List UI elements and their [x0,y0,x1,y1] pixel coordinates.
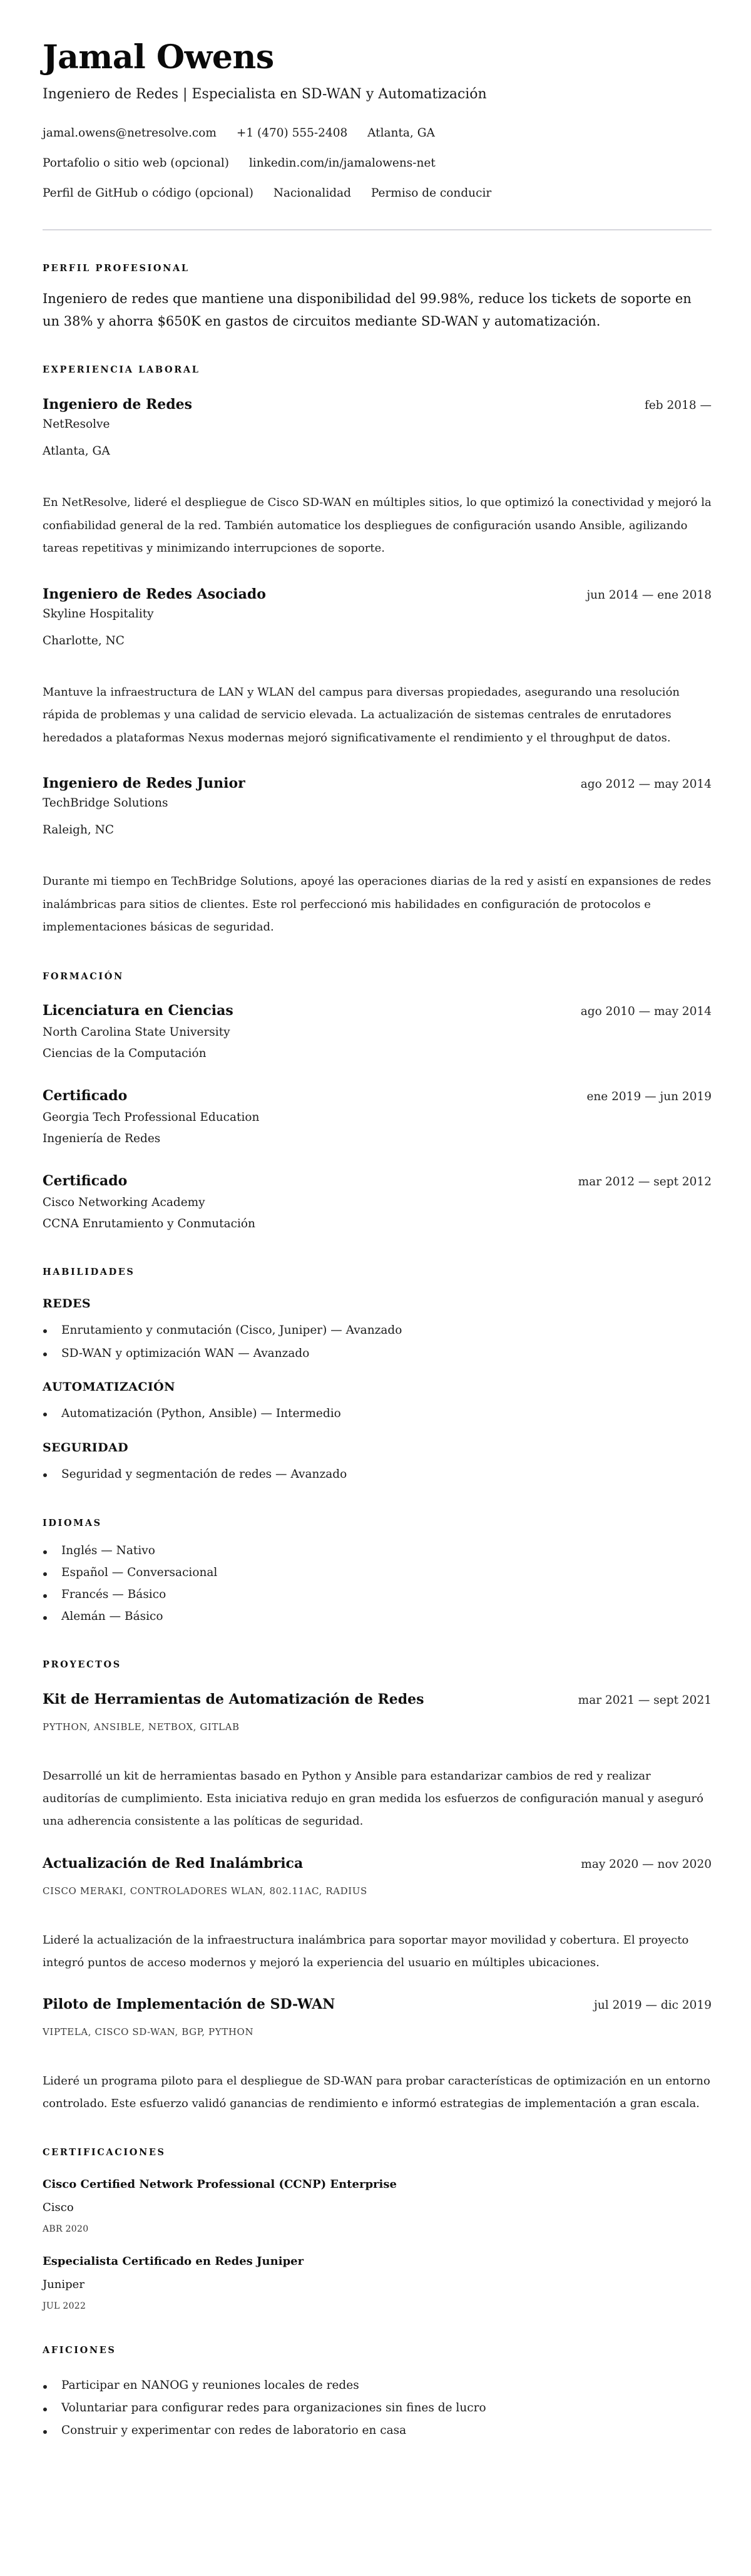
job-title: Ingeniero de Redes [43,396,193,413]
project-dates: mar 2021 — sept 2021 [578,1694,712,1707]
location-text: Atlanta, GA [367,126,435,140]
section-heading: CERTIFICACIONES [43,2147,166,2158]
projects-section [43,1659,712,2115]
project-title: Piloto de Implementación de SD-WAN [43,1996,335,2012]
language-item: Francés — Básico [43,1584,712,1605]
education-section [43,971,712,1235]
contact-row [43,178,712,209]
degree: Certificado [43,1172,128,1189]
job-dates: jun 2014 — ene 2018 [586,588,712,602]
job-entry [43,394,712,560]
education-entry [43,1171,712,1235]
experience-section [43,364,712,939]
job-dates: ago 2012 — may 2014 [580,778,712,791]
job-company: TechBridge Solutions [43,796,168,810]
project-entry [43,1994,712,2115]
job-location: Raleigh, NC [43,823,115,837]
certification-issuer: Juniper [43,2278,84,2291]
skill-category: SEGURIDAD [43,1440,128,1455]
contact-row [43,148,712,178]
skill-item: SD-WAN y optimización WAN — Avanzado [43,1342,712,1365]
institution: North Carolina State University [43,1025,230,1039]
education-dates: mar 2012 — sept 2012 [578,1175,712,1188]
hobbies-section [43,2344,712,2442]
project-dates: jul 2019 — dic 2019 [594,1999,712,2012]
institution: Cisco Networking Academy [43,1195,205,1209]
header-divider [43,229,712,230]
hobby-item: Construir y experimentar con redes de laboratorio en casa [43,2419,712,2442]
section-heading: AFICIONES [43,2345,116,2356]
email-link[interactable]: jamal.owens@netresolve.com [43,126,217,140]
job-company: Skyline Hospitality [43,607,154,621]
linkedin-link[interactable]: linkedin.com/in/jamalowens-net [248,157,436,170]
skills-section [43,1266,712,1486]
job-title: Ingeniero de Redes Junior [43,775,245,791]
section-heading: IDIOMAS [43,1517,102,1528]
portfolio-link[interactable]: Portafolio o sitio web (opcional) [43,157,229,170]
section-heading: FORMACIÓN [43,971,124,982]
certification-name: Especialista Certificado en Redes Juniper [43,2255,304,2268]
job-dates: feb 2018 — [645,399,712,412]
project-description: Desarrollé un kit de herramientas basado en Python y Ansible para estandarizar cambios de red y realizar auditorías de cumplimiento. Esta iniciativa redujo en gran medida los esfuerzos de configuración manual y aseguró una adherencia consistente a las políticas de seguridad. [43,1770,703,1828]
certification-issuer: Cisco [43,2201,74,2214]
github-link[interactable]: Perfil de GitHub o código (opcional) [43,187,253,200]
job-entry [43,584,712,750]
job-entry [43,773,712,939]
skill-list [43,1319,712,1365]
language-item: Alemán — Básico [43,1605,712,1627]
job-title: Ingeniero de Redes Asociado [43,585,266,602]
phone-link[interactable]: +1 (470) 555-2408 [236,126,348,140]
hobby-item: Voluntariar para configurar redes para organizaciones sin fines de lucro [43,2397,712,2419]
project-title: Kit de Herramientas de Automatización de Redes [43,1691,424,1708]
education-dates: ene 2019 — jun 2019 [586,1090,712,1103]
contact-row [43,118,712,148]
section-heading: PROYECTOS [43,1659,121,1670]
project-description: Lideré un programa piloto para el despliegue de SD-WAN para probar características de optimización en un entorno controlado. Este esfuerzo validó ganancias de rendimiento e informó estrategias de implementación a gran escala. [43,2074,710,2110]
degree: Certificado [43,1087,128,1104]
certification-entry [43,2177,712,2236]
job-description: Mantuve la infraestructura de LAN y WLAN del campus para diversas propiedades, asegurando una resolución rápida de problemas y una calidad de servicio elevada. La actualización de sistemas centrales de enrutadores heredados a plataformas Nexus modernas mejoró significativamente el rendimiento y el throughput de datos. [43,685,680,744]
project-description: Lideré la actualización de la infraestructura inalámbrica para soportar mayor movilidad y cobertura. El proyecto integró puntos de acceso modernos y mejoró la experiencia del usuario en múltiples ubicaciones. [43,1933,689,1969]
skill-category: REDES [43,1296,91,1311]
job-company: NetResolve [43,418,110,431]
section-heading: EXPERIENCIA LABORAL [43,364,200,375]
project-tech: VIPTELA, CISCO SD-WAN, BGP, PYTHON [43,2026,254,2038]
education-dates: ago 2010 — may 2014 [580,1004,712,1018]
hobby-item: Participar en NANOG y reuniones locales de redes [43,2374,712,2397]
project-entry [43,1853,712,1974]
project-tech: CISCO MERAKI, CONTROLADORES WLAN, 802.11AC, RADIUS [43,1885,367,1897]
skill-item: Enrutamiento y conmutación (Cisco, Juniper) — Avanzado [43,1319,712,1342]
languages-section [43,1517,712,1628]
driving-license-text: Permiso de conducir [370,187,492,200]
project-tech: PYTHON, ANSIBLE, NETBOX, GITLAB [43,1721,240,1733]
education-entry [43,1086,712,1150]
language-list [43,1540,712,1627]
resume-header [43,39,712,209]
field-of-study: CCNA Enrutamiento y Conmutación [43,1217,255,1230]
skill-list [43,1402,712,1425]
job-description: En NetResolve, lideré el despliegue de Cisco SD-WAN en múltiples sitios, lo que optimizó la conectividad y mejoró la confiabilidad general de la red. También automatice los despliegues de configuración usando Ansible, agilizando tareas repetitivas y minimizando interrupciones de soporte. [43,496,712,555]
language-item: Inglés — Nativo [43,1540,712,1562]
project-title: Actualización de Red Inalámbrica [43,1855,304,1872]
education-entry [43,1001,712,1064]
candidate-name: Jamal Owens [43,38,274,76]
job-location: Charlotte, NC [43,634,125,647]
certification-name: Cisco Certified Network Professional (CCNP) Enterprise [43,2178,397,2191]
degree: Licenciatura en Ciencias [43,1002,233,1019]
project-entry [43,1689,712,1833]
skill-list [43,1463,712,1486]
job-description: Durante mi tiempo en TechBridge Solutions, apoyé las operaciones diarias de la red y asistí en expansiones de redes inalámbricas para sitios de clientes. Este rol perfeccionó mis habilidades en configuración de protocolos e implementaciones básicas de seguridad. [43,875,712,934]
candidate-headline: Ingeniero de Redes | Especialista en SD-WAN y Automatización [43,86,487,102]
skill-item: Seguridad y segmentación de redes — Avanzado [43,1463,712,1486]
field-of-study: Ingeniería de Redes [43,1131,161,1145]
hobby-list [43,2374,712,2442]
institution: Georgia Tech Professional Education [43,1110,260,1124]
skill-category: AUTOMATIZACIÓN [43,1380,175,1394]
nationality-text: Nacionalidad [273,187,351,200]
section-heading: HABILIDADES [43,1266,135,1277]
skill-item: Automatización (Python, Ansible) — Intermedio [43,1402,712,1425]
certification-entry [43,2254,712,2313]
certification-date: ABR 2020 [43,2224,89,2234]
language-item: Español — Conversacional [43,1562,712,1584]
section-heading: PERFIL PROFESIONAL [43,263,190,274]
certifications-section [43,2146,712,2313]
summary-section [43,262,712,332]
project-dates: may 2020 — nov 2020 [581,1857,712,1871]
contact-info [43,118,712,209]
field-of-study: Ciencias de la Computación [43,1046,207,1060]
job-location: Atlanta, GA [43,445,110,458]
summary-text: Ingeniero de redes que mantiene una disponibilidad del 99.98%, reduce los tickets de soporte en un 38% y ahorra $650K en gastos de circuitos mediante SD-WAN y automatización. [43,291,692,329]
certification-date: JUL 2022 [43,2301,86,2311]
